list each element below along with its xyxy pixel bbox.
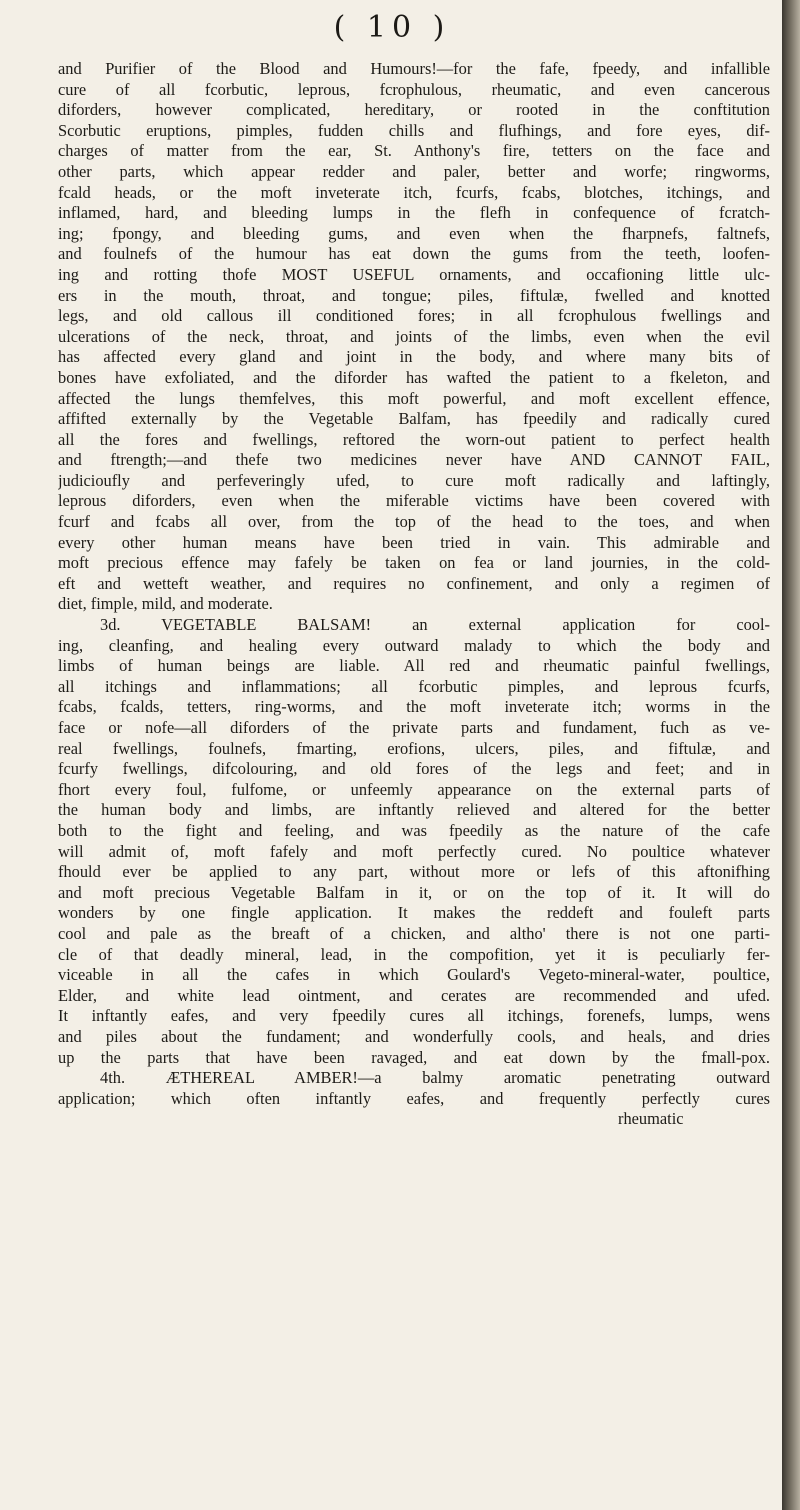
section-heading-line: 4th. ÆTHEREAL AMBER!—a balmy aromatic penetrating outward [100, 1068, 770, 1088]
page-number: ( 10 ) [333, 10, 451, 45]
text-line: diforders, however complicated, hereditary, or rooted in the conftitution [58, 100, 770, 120]
text-line: ing, cleanfing, and healing every outward malady to which the body and [58, 635, 770, 655]
text-line: moft precious effence may fafely be taken on fea or land journies, in the cold- [58, 553, 770, 573]
page-gutter-shadow [782, 0, 800, 1510]
text-line: viceable in all the cafes in which Goulard's Vegeto-mineral-water, poultice, [58, 965, 770, 985]
text-line: fcabs, fcalds, tetters, ring-worms, and the moft inveterate itch; worms in the [58, 697, 770, 717]
text-line: judicioufly and perfeveringly ufed, to cure moft radically and laftingly, [58, 470, 770, 490]
text-line: up the parts that have been ravaged, and eat down by the fmall-pox. [58, 1047, 770, 1067]
text-line: eft and wetteft weather, and requires no confinement, and only a regimen of [58, 573, 770, 593]
text-line: will admit of, moft fafely and moft perfectly cured. No poultice whatever [58, 841, 770, 861]
section-heading-line: 3d. VEGETABLE BALSAM! an external application for cool- [100, 615, 770, 635]
text-line: Elder, and white lead ointment, and cerates are recommended and ufed. [58, 985, 770, 1005]
text-line: real fwellings, foulnefs, fmarting, erofions, ulcers, piles, and fiftulæ, and [58, 738, 770, 758]
text-line: affected the lungs themfelves, this moft powerful, and moft excellent effence, [58, 388, 770, 408]
text-line: fcald heads, or the moft inveterate itch, fcurfs, fcabs, blotches, itchings, and [58, 182, 770, 202]
text-line: fcurf and fcabs all over, from the top of the head to the toes, and when [58, 512, 770, 532]
text-line: affifted externally by the Vegetable Balfam, has fpeedily and radically cured [58, 409, 770, 429]
text-line: Scorbutic eruptions, pimples, fudden chills and flufhings, and fore eyes, dif- [58, 120, 770, 140]
text-line: application; which often inftantly eafes, and frequently perfectly cures [58, 1088, 770, 1108]
text-line: cool and pale as the breaft of a chicken, and altho' there is not one parti- [58, 923, 770, 943]
text-line: fhould ever be applied to any part, without more or lefs of this aftonifhing [58, 862, 770, 882]
text-line: ing and rotting thofe MOST USEFUL ornaments, and occafioning little ulc- [58, 264, 770, 284]
text-line: It inftantly eafes, and very fpeedily cures all itchings, forenefs, lumps, wens [58, 1006, 770, 1026]
text-line: both to the fight and feeling, and was fpeedily as the nature of the cafe [58, 820, 770, 840]
text-line: has affected every gland and joint in the body, and where many bits of [58, 347, 770, 367]
body-text [58, 59, 770, 1130]
text-line: diet, fimple, mild, and moderate. [58, 594, 273, 614]
text-line: inflamed, hard, and bleeding lumps in the flefh in confequence of fcratch- [58, 203, 770, 223]
text-line: bones have exfoliated, and the diforder has wafted the patient to a fkeleton, and [58, 367, 770, 387]
text-line: and ftrength;—and thefe two medicines never have AND CANNOT FAIL, [58, 450, 770, 470]
text-line: and Purifier of the Blood and Humours!—for the fafe, fpeedy, and infallible [58, 59, 770, 78]
text-line: and foulnefs of the humour has eat down the gums from the teeth, loofen- [58, 244, 770, 264]
text-line: the human body and limbs, are inftantly relieved and altered for the better [58, 800, 770, 820]
text-line: cure of all fcorbutic, leprous, fcrophulous, rheumatic, and even cancerous [58, 79, 770, 99]
text-line: legs, and old callous ill conditioned fores; in all fcrophulous fwellings and [58, 306, 770, 326]
text-line: ing; fpongy, and bleeding gums, and even when the fharpnefs, faltnefs, [58, 223, 770, 243]
text-line: fcurfy fwellings, difcolouring, and old fores of the legs and feet; and in [58, 759, 770, 779]
text-line: and moft precious Vegetable Balfam in it, or on the top of it. It will do [58, 882, 770, 902]
text-line: cle of that deadly mineral, lead, in the compofition, yet it is peculiarly fer- [58, 944, 770, 964]
text-line: rheumatic [618, 1109, 684, 1129]
text-line: all the fores and fwellings, reftored the worn-out patient to perfect health [58, 429, 770, 449]
text-line: ers in the mouth, throat, and tongue; piles, fiftulæ, fwelled and knotted [58, 285, 770, 305]
text-line: and piles about the fundament; and wonderfully cools, and heals, and dries [58, 1026, 770, 1046]
text-line: ulcerations of the neck, throat, and joints of the limbs, even when the evil [58, 326, 770, 346]
text-line: all itchings and inflammations; all fcorbutic pimples, and leprous fcurfs, [58, 676, 770, 696]
text-line: other parts, which appear redder and paler, better and worfe; ringworms, [58, 161, 770, 181]
text-line: wonders by one fingle application. It makes the reddeft and fouleft parts [58, 903, 770, 923]
text-line: every other human means have been tried in vain. This admirable and [58, 532, 770, 552]
text-line: leprous diforders, even when the miferable victims have been covered with [58, 491, 770, 511]
text-line: face or nofe—all diforders of the private parts and fundament, fuch as ve- [58, 718, 770, 737]
text-line: charges of matter from the ear, St. Anthony's fire, tetters on the face and [58, 141, 770, 161]
text-line: fhort every foul, fulfome, or unfeemly appearance on the external parts of [58, 779, 770, 799]
text-line: limbs of human beings are liable. All red and rheumatic painful fwellings, [58, 656, 770, 676]
